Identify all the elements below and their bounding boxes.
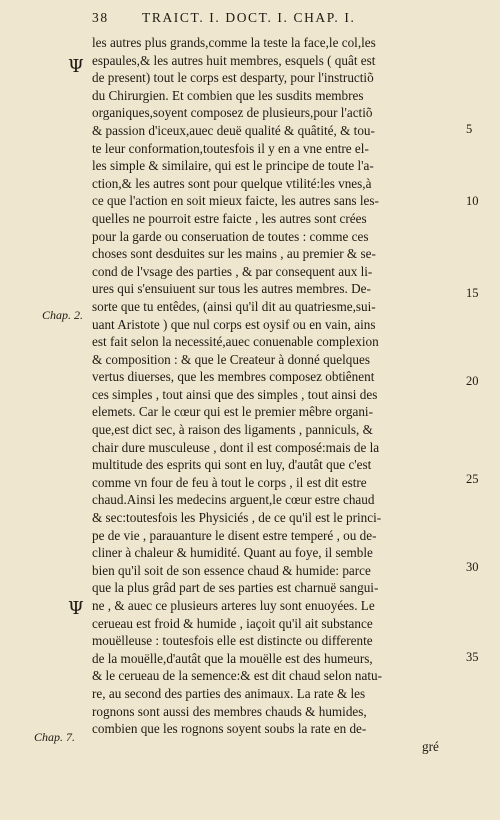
text-line-catchword: gré (422, 738, 439, 754)
marginal-mark-icon: Ψ (68, 598, 84, 619)
line-number: 5 (466, 122, 473, 136)
text-line: cond de l'vsage des parties , & par consequent aux li- (92, 263, 373, 279)
text-line: ce que l'action en soit mieux faicte, les autres sans les- (92, 193, 379, 209)
line-number: 35 (466, 650, 479, 664)
line-number: 10 (466, 194, 479, 208)
text-line: pe de vie , parauanture le disent estre temperé , ou de- (92, 527, 377, 543)
text-line: organiques,soyent composez de plusieurs,pour l'actiõ (92, 105, 373, 121)
text-line: choses sont desduites sur les mains , au premier & se- (92, 246, 376, 262)
text-line: les autres plus grands,comme la teste la face,le col,les (92, 35, 376, 50)
text-line: sorte que tu entêdes, (ainsi qu'il dit au quatriesme,sui- (92, 298, 376, 314)
text-line: de present) tout le corps est desparty, pour l'instructiõ (92, 70, 374, 86)
text-line: les simple & similaire, qui est le principe de toute l'a- (92, 158, 374, 174)
text-line: ures qui s'ensuiuent sur tous les autres membres. De- (92, 281, 371, 297)
text-line: quelles ne pourroit estre faicte , les autres sont crées (92, 210, 367, 226)
text-line: est fait selon la necessité,auec conuenable complexion (92, 334, 379, 350)
line-number: 30 (466, 560, 479, 574)
text-line: pour la garde ou conseruation de toutes : comme ces (92, 228, 369, 244)
text-line: multitude des esprits qui sont en luy, d'autât que c'est (92, 457, 372, 473)
text-line: elemets. Car le cœur qui est le premier mêbre organi- (92, 404, 373, 420)
text-line: chair dure musculeuse , dont il est composé:mais de la (92, 439, 380, 455)
text-line: mouëlleuse : toutesfois elle est distincte ou differente (92, 633, 373, 649)
text-line: & passion d'iceux,auec deuë qualité & quâtité, & tou- (92, 122, 375, 138)
text-line: cerueau est froid & humide , iaçoit qu'il ait substance (92, 615, 373, 631)
text-line: cliner à chaleur & humidité. Quant au foye, il semble (92, 545, 373, 561)
text-line: combien que les rognons soyent soubs la rate en de- (92, 721, 367, 737)
text-line: uant Aristote ) que nul corps est oysif ou en vain, ains (92, 316, 376, 332)
text-line: comme vn four de feu à tout le corps , il est dit estre (92, 474, 367, 490)
page-number: 38 (92, 10, 109, 25)
text-body (92, 34, 462, 755)
line-number: 15 (466, 286, 479, 300)
text-line: rognons sont aussi des membres chauds & humides, (92, 703, 367, 719)
text-line: chaud.Ainsi les medecins arguent,le cœur estre chaud (92, 492, 375, 508)
text-line: que,est dict sec, à raison des ligaments , panniculs, & (92, 422, 373, 438)
text-line: bien qu'il soit de son essence chaud & humide: parce (92, 562, 371, 578)
text-line: ces simples , tout ainsi que des simples , tout ainsi des (92, 386, 378, 402)
text-line: & composition : & que le Createur à donné quelques (92, 351, 370, 367)
text-line: ne , & auec ce plusieurs arteres luy sont enuoyées. Le (92, 598, 375, 613)
text-line: de la mouëlle,d'autât que la mouëlle est des humeurs, (92, 650, 373, 666)
text-line: espaules,& les autres huit membres, esquels ( quât est (92, 52, 376, 68)
text-line: & sec:toutesfois les Physiciés , de ce qu'il est le princi- (92, 510, 382, 526)
page-header (92, 10, 452, 30)
margin-note-chap-7: Chap. 7. (34, 730, 76, 744)
text-line: & le cerueau de la semence:& est dit chaud selon natu- (92, 668, 383, 684)
text-line: du Chirurgien. Et combien que les susdits membres (92, 87, 364, 103)
text-line: ction,& les autres sont pour quelque vtilité:les vnes,à (92, 175, 372, 191)
line-number: 25 (466, 472, 479, 486)
running-head: TRAICT. I. DOCT. I. CHAP. I. (142, 10, 356, 25)
text-line: te leur conformation,toutesfois il y en a vne entre el- (92, 140, 369, 156)
margin-note-chap-2: Chap. 2. (42, 308, 84, 322)
text-line: re, au second des parties des animaux. La rate & les (92, 685, 366, 701)
text-line: que la plus grâd part de ses parties est charnuë sangui- (92, 580, 379, 596)
marginal-mark-icon: Ψ (68, 56, 84, 77)
text-line: vertus diuerses, que les membres composez obtiênent (92, 369, 375, 385)
line-number: 20 (466, 374, 479, 388)
